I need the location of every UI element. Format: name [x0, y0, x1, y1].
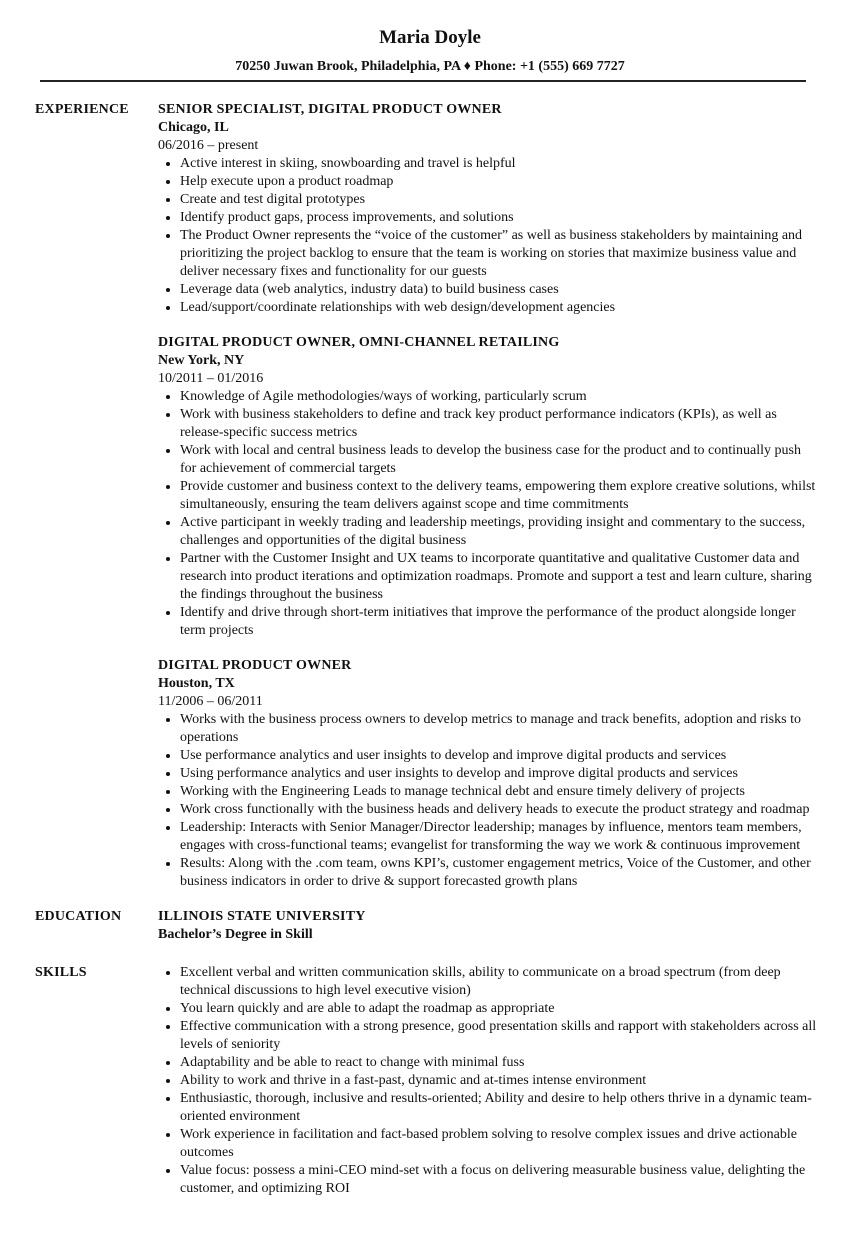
job-location: Houston, TX: [158, 676, 235, 691]
job-bullet: • Work with business stakeholders to define and track key product performance indicators (KPIs), as well as release-specific success metrics: [180, 406, 818, 442]
job-bullet: • Work with local and central business leads to develop the business case for the product and to continually push for achievement of commercial targets: [180, 442, 818, 478]
job-bullet: • Working with the Engineering Leads to manage technical debt and ensure timely delivery of projects: [180, 783, 818, 801]
job-entry: [158, 334, 818, 640]
job-entry: [158, 101, 818, 317]
section-label-experience: EXPERIENCE: [35, 102, 129, 117]
job-bullet: • Work cross functionally with the business heads and delivery heads to execute the product strategy and roadmap: [180, 801, 818, 819]
candidate-name: Maria Doyle: [379, 27, 481, 48]
job-bullet: • Use performance analytics and user insights to develop and improve digital products and services: [180, 747, 818, 765]
skill-item: • Enthusiastic, thorough, inclusive and results-oriented; Ability and desire to help others thrive in a dynamic team-oriented environment: [180, 1090, 818, 1126]
job-bullet: • Partner with the Customer Insight and UX teams to incorporate quantitative and qualitative Customer data and research into product iterations and optimization roadmaps. Promote and support a test and learn culture, sharing the findings throughout the business: [180, 550, 818, 604]
job-entry: [158, 657, 818, 891]
skill-item: • Adaptability and be able to react to change with minimal fuss: [180, 1054, 818, 1072]
header-divider: [40, 80, 806, 82]
job-bullet: • Provide customer and business context to the delivery teams, empowering them explore creative solutions, whilst simultaneously, ensuring the team delivers against scope and time commitments: [180, 478, 818, 514]
skill-item: • Effective communication with a strong presence, good presentation skills and rapport with stakeholders across all levels of seniority: [180, 1018, 818, 1054]
skills-list: [158, 964, 818, 1198]
education-section: [0, 908, 860, 944]
section-label-education: EDUCATION: [35, 909, 122, 924]
job-location: New York, NY: [158, 353, 245, 368]
job-dates: 06/2016 – present: [158, 138, 259, 153]
job-bullet: • Lead/support/coordinate relationships with web design/development agencies: [180, 299, 818, 317]
job-bullet: • Active participant in weekly trading and leadership meetings, providing insight and commentary to the success, challenges and opportunities of the digital business: [180, 514, 818, 550]
job-bullet-list: [158, 711, 818, 891]
job-title: DIGITAL PRODUCT OWNER: [158, 658, 352, 673]
skill-item: • Ability to work and thrive in a fast-past, dynamic and at-times intense environment: [180, 1072, 818, 1090]
job-bullet: • Knowledge of Agile methodologies/ways of working, particularly scrum: [180, 388, 818, 406]
job-bullet: • Identify product gaps, process improvements, and solutions: [180, 209, 818, 227]
job-bullet: • Active interest in skiing, snowboarding and travel is helpful: [180, 155, 818, 173]
job-bullet-list: [158, 155, 818, 317]
job-list: [158, 101, 818, 891]
job-bullet: • Leadership: Interacts with Senior Manager/Director leadership; manages by influence, mentors team members, engages with cross-functional teams; evangelist for transforming the way we work & continuous improvement: [180, 819, 818, 855]
education-school: ILLINOIS STATE UNIVERSITY: [158, 909, 366, 924]
skill-item: • Excellent verbal and written communication skills, ability to communicate on a broad spectrum (from deep technical discussions to high level executive vision): [180, 964, 818, 1000]
skill-item: • You learn quickly and are able to adapt the roadmap as appropriate: [180, 1000, 818, 1018]
education-degree: Bachelor’s Degree in Skill: [158, 927, 313, 942]
job-bullet: • The Product Owner represents the “voice of the customer” as well as business stakeholders by maintaining and prioritizing the project backlog to ensure that the team is working on stories that maximize business value and deliver necessary fixes and functionality for our guests: [180, 227, 818, 281]
skill-item: • Work experience in facilitation and fact-based problem solving to resolve complex issues and drive actionable outcomes: [180, 1126, 818, 1162]
section-label-skills: SKILLS: [35, 965, 87, 980]
job-bullet: • Works with the business process owners to develop metrics to manage and track benefits, adoption and risks to operations: [180, 711, 818, 747]
job-bullet: • Results: Along with the .com team, owns KPI’s, customer engagement metrics, Voice of the Customer, and other business indicators in order to drive & support forecasted growth plans: [180, 855, 818, 891]
job-location: Chicago, IL: [158, 120, 229, 135]
job-title: SENIOR SPECIALIST, DIGITAL PRODUCT OWNER: [158, 102, 502, 117]
job-bullet: • Using performance analytics and user insights to develop and improve digital products and services: [180, 765, 818, 783]
job-bullet: • Identify and drive through short-term initiatives that improve the performance of the product alongside longer term projects: [180, 604, 818, 640]
job-bullet: • Leverage data (web analytics, industry data) to build business cases: [180, 281, 818, 299]
job-dates: 11/2006 – 06/2011: [158, 694, 263, 709]
job-bullet: • Help execute upon a product roadmap: [180, 173, 818, 191]
job-bullet: • Create and test digital prototypes: [180, 191, 818, 209]
experience-section: [0, 101, 860, 891]
skill-item: • Value focus: possess a mini-CEO mind-set with a focus on delivering measurable business value, delighting the customer, and optimizing ROI: [180, 1162, 818, 1198]
skills-section: [0, 964, 860, 1198]
job-bullet-list: [158, 388, 818, 640]
job-title: DIGITAL PRODUCT OWNER, OMNI-CHANNEL RETAILING: [158, 335, 560, 350]
job-dates: 10/2011 – 01/2016: [158, 371, 264, 386]
contact-line: 70250 Juwan Brook, Philadelphia, PA ♦ Phone: +1 (555) 669 7727: [235, 59, 625, 74]
